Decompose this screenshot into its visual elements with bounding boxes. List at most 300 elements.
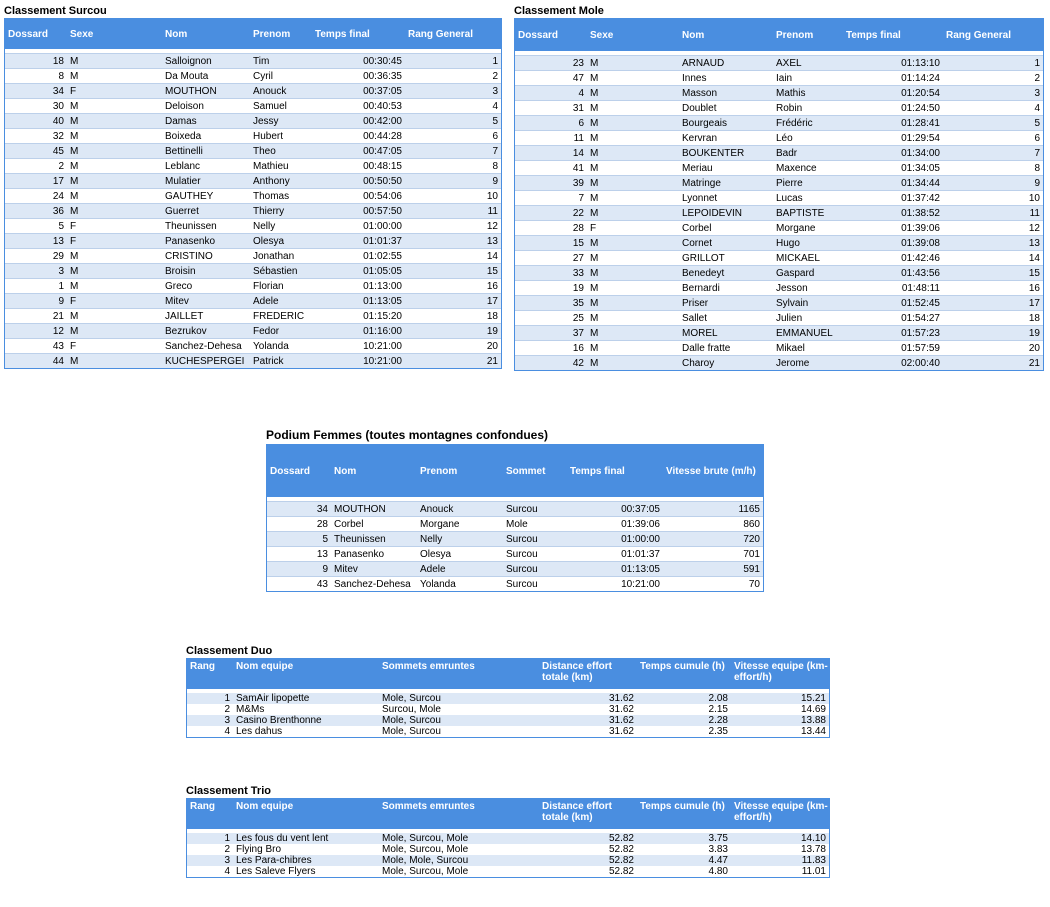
cell-sexe: M xyxy=(67,354,162,369)
table-row xyxy=(5,294,501,309)
cell-temps-final: 10:21:00 xyxy=(567,577,663,592)
cell-temps-final: 01:57:59 xyxy=(843,341,943,356)
surcou-title: Classement Surcou xyxy=(4,5,107,17)
cell-sexe: M xyxy=(587,326,679,341)
header-sexe: Sexe xyxy=(67,19,162,49)
table-row xyxy=(515,296,1043,311)
table-row xyxy=(515,101,1043,116)
cell-temps-final: 00:54:06 xyxy=(312,189,405,204)
cell-sexe: M xyxy=(587,251,679,266)
cell-sexe: M xyxy=(67,189,162,204)
cell-temps-final: 00:37:05 xyxy=(312,84,405,99)
podium-table-body xyxy=(267,497,763,591)
cell-rang: 4 xyxy=(943,101,1043,116)
cell-temps-final: 01:29:54 xyxy=(843,131,943,146)
cell-vitesse: 11.83 xyxy=(731,855,829,866)
cell-rang: 13 xyxy=(943,236,1043,251)
table-row xyxy=(5,309,501,324)
header-rang-general: Rang General xyxy=(943,19,1043,51)
cell-vitesse: 720 xyxy=(663,532,763,547)
header-temps-final: Temps final xyxy=(567,445,663,497)
cell-nom: Bettinelli xyxy=(162,144,250,159)
header-nom: Nom xyxy=(679,19,773,51)
cell-rang: 6 xyxy=(405,129,501,144)
cell-prenom: Frédéric xyxy=(773,116,843,131)
table-row xyxy=(267,577,763,592)
cell-sommets: Mole, Surcou, Mole xyxy=(379,833,539,844)
cell-rang: 11 xyxy=(405,204,501,219)
cell-prenom: Iain xyxy=(773,71,843,86)
cell-nom: Dalle fratte xyxy=(679,341,773,356)
cell-dossard: 9 xyxy=(267,562,331,577)
cell-temps-final: 02:00:40 xyxy=(843,356,943,371)
cell-prenom: Jerome xyxy=(773,356,843,371)
cell-nom: Leblanc xyxy=(162,159,250,174)
cell-sommets: Mole, Surcou xyxy=(379,715,539,726)
podium-table xyxy=(267,445,763,591)
cell-rang: 21 xyxy=(943,356,1043,371)
cell-temps-cumule: 2.28 xyxy=(637,715,731,726)
cell-rang: 1 xyxy=(943,56,1043,71)
header-dossard: Dossard xyxy=(5,19,67,49)
cell-temps-final: 01:05:05 xyxy=(312,264,405,279)
cell-dossard: 37 xyxy=(515,326,587,341)
cell-rang: 10 xyxy=(943,191,1043,206)
cell-dossard: 43 xyxy=(5,339,67,354)
header-prenom: Prenom xyxy=(773,19,843,51)
surcou-section xyxy=(4,4,502,369)
cell-sexe: M xyxy=(67,159,162,174)
trio-title: Classement Trio xyxy=(186,785,271,797)
cell-dossard: 34 xyxy=(267,502,331,517)
cell-dossard: 30 xyxy=(5,99,67,114)
cell-sexe: M xyxy=(67,309,162,324)
cell-nom: Broisin xyxy=(162,264,250,279)
cell-prenom: Tim xyxy=(250,54,312,69)
table-row xyxy=(515,266,1043,281)
header-distance: Distance effort totale (km) xyxy=(539,659,637,689)
cell-nom: Greco xyxy=(162,279,250,294)
cell-prenom: Morgane xyxy=(417,517,503,532)
cell-prenom: EMMANUEL xyxy=(773,326,843,341)
cell-temps-final: 01:01:37 xyxy=(312,234,405,249)
cell-rang: 3 xyxy=(405,84,501,99)
cell-prenom: Hubert xyxy=(250,129,312,144)
cell-rang: 8 xyxy=(405,159,501,174)
cell-temps-final: 01:38:52 xyxy=(843,206,943,221)
cell-nom: Doublet xyxy=(679,101,773,116)
cell-sommets: Surcou, Mole xyxy=(379,704,539,715)
header-nom-equipe: Nom equipe xyxy=(233,659,379,689)
cell-rang: 17 xyxy=(943,296,1043,311)
cell-vitesse: 14.10 xyxy=(731,833,829,844)
table-row xyxy=(5,324,501,339)
cell-prenom: MICKAEL xyxy=(773,251,843,266)
cell-rang: 16 xyxy=(405,279,501,294)
cell-rang: 19 xyxy=(943,326,1043,341)
cell-sexe: M xyxy=(587,311,679,326)
cell-prenom: Anouck xyxy=(417,502,503,517)
cell-prenom: Léo xyxy=(773,131,843,146)
cell-nom-equipe: Les dahus xyxy=(233,726,379,737)
cell-dossard: 16 xyxy=(515,341,587,356)
cell-dossard: 27 xyxy=(515,251,587,266)
cell-temps-final: 01:13:00 xyxy=(312,279,405,294)
cell-sommet: Surcou xyxy=(503,547,567,562)
cell-sexe: M xyxy=(587,131,679,146)
cell-dossard: 25 xyxy=(515,311,587,326)
cell-rang: 15 xyxy=(943,266,1043,281)
cell-prenom: Gaspard xyxy=(773,266,843,281)
table-row xyxy=(5,174,501,189)
header-temps-final: Temps final xyxy=(312,19,405,49)
cell-prenom: Morgane xyxy=(773,221,843,236)
cell-rang: 2 xyxy=(943,71,1043,86)
header-nom: Nom xyxy=(331,445,417,497)
cell-prenom: Cyril xyxy=(250,69,312,84)
cell-temps-final: 10:21:00 xyxy=(312,339,405,354)
cell-prenom: Lucas xyxy=(773,191,843,206)
cell-dossard: 28 xyxy=(515,221,587,236)
table-row xyxy=(187,704,829,715)
cell-nom-equipe: Les fous du vent lent xyxy=(233,833,379,844)
table-row xyxy=(515,161,1043,176)
cell-temps-final: 01:52:45 xyxy=(843,296,943,311)
cell-temps-final: 01:48:11 xyxy=(843,281,943,296)
cell-sexe: M xyxy=(587,266,679,281)
cell-prenom: AXEL xyxy=(773,56,843,71)
cell-rang: 5 xyxy=(405,114,501,129)
table-row xyxy=(267,547,763,562)
cell-rang: 1 xyxy=(187,833,233,844)
duo-table-frame xyxy=(186,658,830,738)
cell-nom: Theunissen xyxy=(162,219,250,234)
cell-nom: Innes xyxy=(679,71,773,86)
cell-dossard: 1 xyxy=(5,279,67,294)
cell-sexe: M xyxy=(587,56,679,71)
cell-temps-cumule: 3.75 xyxy=(637,833,731,844)
cell-dossard: 36 xyxy=(5,204,67,219)
table-row xyxy=(5,354,501,369)
cell-sexe: M xyxy=(587,356,679,371)
mole-section xyxy=(514,4,1044,371)
cell-nom: MOREL xyxy=(679,326,773,341)
cell-nom-equipe: Les Saleve Flyers xyxy=(233,866,379,877)
table-row xyxy=(5,114,501,129)
cell-temps-final: 00:50:50 xyxy=(312,174,405,189)
cell-temps-final: 01:02:55 xyxy=(312,249,405,264)
table-row xyxy=(5,99,501,114)
header-temps-cumule: Temps cumule (h) xyxy=(637,659,731,689)
cell-dossard: 22 xyxy=(515,206,587,221)
cell-nom: Damas xyxy=(162,114,250,129)
cell-rang: 17 xyxy=(405,294,501,309)
cell-temps-final: 01:34:05 xyxy=(843,161,943,176)
cell-rang: 9 xyxy=(943,176,1043,191)
cell-prenom: Nelly xyxy=(250,219,312,234)
cell-sommets: Mole, Surcou xyxy=(379,726,539,737)
cell-dossard: 33 xyxy=(515,266,587,281)
cell-rang: 13 xyxy=(405,234,501,249)
table-row xyxy=(515,191,1043,206)
table-row xyxy=(5,54,501,69)
cell-temps-final: 01:42:46 xyxy=(843,251,943,266)
cell-nom: Boixeda xyxy=(162,129,250,144)
cell-sexe: M xyxy=(587,116,679,131)
cell-sexe: F xyxy=(587,221,679,236)
cell-nom: Bourgeais xyxy=(679,116,773,131)
cell-dossard: 44 xyxy=(5,354,67,369)
cell-prenom: Adele xyxy=(250,294,312,309)
cell-dossard: 24 xyxy=(5,189,67,204)
cell-sommets: Mole, Surcou xyxy=(379,693,539,704)
cell-sommets: Mole, Mole, Surcou xyxy=(379,855,539,866)
cell-nom: Theunissen xyxy=(331,532,417,547)
table-row xyxy=(515,311,1043,326)
cell-nom: Cornet xyxy=(679,236,773,251)
cell-rang: 1 xyxy=(405,54,501,69)
cell-nom: Mitev xyxy=(162,294,250,309)
header-dossard: Dossard xyxy=(267,445,331,497)
table-row xyxy=(267,562,763,577)
cell-prenom: FREDERIC xyxy=(250,309,312,324)
header-vitesse-brute: Vitesse brute (m/h) xyxy=(663,445,763,497)
cell-vitesse: 14.69 xyxy=(731,704,829,715)
cell-temps-final: 01:13:05 xyxy=(312,294,405,309)
cell-dossard: 13 xyxy=(5,234,67,249)
cell-rang: 10 xyxy=(405,189,501,204)
header-temps-cumule: Temps cumule (h) xyxy=(637,799,731,829)
table-row xyxy=(515,356,1043,371)
cell-rang: 12 xyxy=(405,219,501,234)
cell-sexe: M xyxy=(67,69,162,84)
cell-nom: Salloignon xyxy=(162,54,250,69)
cell-temps-final: 01:01:37 xyxy=(567,547,663,562)
cell-nom: KUCHESPERGEI xyxy=(162,354,250,369)
cell-rang: 19 xyxy=(405,324,501,339)
cell-rang: 7 xyxy=(943,146,1043,161)
header-sommets: Sommets emruntes xyxy=(379,799,539,829)
cell-temps-final: 01:16:00 xyxy=(312,324,405,339)
cell-dossard: 5 xyxy=(5,219,67,234)
cell-distance: 31.62 xyxy=(539,715,637,726)
cell-sexe: F xyxy=(67,234,162,249)
table-row xyxy=(515,71,1043,86)
table-row xyxy=(187,866,829,877)
cell-rang: 8 xyxy=(943,161,1043,176)
cell-dossard: 5 xyxy=(267,532,331,547)
cell-prenom: Robin xyxy=(773,101,843,116)
cell-prenom: Yolanda xyxy=(250,339,312,354)
cell-temps-final: 00:30:45 xyxy=(312,54,405,69)
cell-sommet: Surcou xyxy=(503,502,567,517)
header-nom: Nom xyxy=(162,19,250,49)
cell-nom: Da Mouta xyxy=(162,69,250,84)
cell-dossard: 14 xyxy=(515,146,587,161)
cell-temps-cumule: 3.83 xyxy=(637,844,731,855)
cell-nom: Bezrukov xyxy=(162,324,250,339)
cell-temps-final: 01:14:24 xyxy=(843,71,943,86)
cell-rang: 3 xyxy=(943,86,1043,101)
cell-sommet: Mole xyxy=(503,517,567,532)
cell-temps-final: 01:37:42 xyxy=(843,191,943,206)
header-sommet: Sommet xyxy=(503,445,567,497)
cell-sexe: M xyxy=(67,174,162,189)
cell-vitesse: 1165 xyxy=(663,502,763,517)
cell-sexe: M xyxy=(67,264,162,279)
table-row xyxy=(187,715,829,726)
table-row xyxy=(5,129,501,144)
cell-nom: Sanchez-Dehesa xyxy=(331,577,417,592)
cell-dossard: 41 xyxy=(515,161,587,176)
cell-nom: Mitev xyxy=(331,562,417,577)
cell-rang: 18 xyxy=(405,309,501,324)
cell-sexe: M xyxy=(587,296,679,311)
cell-rang: 4 xyxy=(187,726,233,737)
cell-sommet: Surcou xyxy=(503,532,567,547)
cell-temps-final: 00:40:53 xyxy=(312,99,405,114)
mole-title: Classement Mole xyxy=(514,5,604,17)
mole-table-body xyxy=(515,51,1043,370)
cell-vitesse: 591 xyxy=(663,562,763,577)
cell-rang: 18 xyxy=(943,311,1043,326)
cell-rang: 20 xyxy=(943,341,1043,356)
cell-sexe: M xyxy=(587,146,679,161)
cell-temps-final: 00:57:50 xyxy=(312,204,405,219)
table-row xyxy=(187,844,829,855)
cell-prenom: Nelly xyxy=(417,532,503,547)
cell-dossard: 28 xyxy=(267,517,331,532)
cell-nom: Sanchez-Dehesa xyxy=(162,339,250,354)
cell-sexe: F xyxy=(67,294,162,309)
cell-rang: 4 xyxy=(187,866,233,877)
cell-nom: Matringe xyxy=(679,176,773,191)
surcou-table-body xyxy=(5,49,501,368)
table-row xyxy=(515,56,1043,71)
table-row xyxy=(187,833,829,844)
cell-sexe: M xyxy=(587,281,679,296)
cell-dossard: 23 xyxy=(515,56,587,71)
podium-title: Podium Femmes (toutes montagnes confondues) xyxy=(266,428,549,442)
cell-prenom: Anthony xyxy=(250,174,312,189)
cell-sexe: M xyxy=(67,249,162,264)
cell-dossard: 3 xyxy=(5,264,67,279)
table-row xyxy=(267,517,763,532)
table-row xyxy=(515,131,1043,146)
cell-rang: 14 xyxy=(405,249,501,264)
cell-temps-final: 01:15:20 xyxy=(312,309,405,324)
cell-nom: LEPOIDEVIN xyxy=(679,206,773,221)
table-row xyxy=(515,221,1043,236)
cell-prenom: Maxence xyxy=(773,161,843,176)
table-row xyxy=(5,279,501,294)
table-row xyxy=(515,146,1043,161)
cell-dossard: 19 xyxy=(515,281,587,296)
table-row xyxy=(515,251,1043,266)
cell-temps-final: 00:36:35 xyxy=(312,69,405,84)
cell-prenom: Thierry xyxy=(250,204,312,219)
cell-temps-final: 01:20:54 xyxy=(843,86,943,101)
cell-sexe: M xyxy=(587,161,679,176)
cell-prenom: Theo xyxy=(250,144,312,159)
table-row xyxy=(5,144,501,159)
cell-sexe: M xyxy=(587,191,679,206)
cell-temps-final: 01:34:00 xyxy=(843,146,943,161)
cell-rang: 3 xyxy=(187,855,233,866)
cell-prenom: Sébastien xyxy=(250,264,312,279)
cell-nom: Corbel xyxy=(331,517,417,532)
cell-temps-final: 01:43:56 xyxy=(843,266,943,281)
table-row xyxy=(5,249,501,264)
cell-distance: 31.62 xyxy=(539,704,637,715)
duo-section xyxy=(186,644,830,738)
cell-nom: GAUTHEY xyxy=(162,189,250,204)
cell-temps-final: 01:54:27 xyxy=(843,311,943,326)
cell-distance: 52.82 xyxy=(539,855,637,866)
podium-section xyxy=(266,428,764,592)
cell-dossard: 47 xyxy=(515,71,587,86)
duo-table-body xyxy=(187,689,829,737)
cell-rang: 1 xyxy=(187,693,233,704)
cell-prenom: Pierre xyxy=(773,176,843,191)
cell-sexe: M xyxy=(587,71,679,86)
cell-dossard: 11 xyxy=(515,131,587,146)
table-row xyxy=(187,855,829,866)
header-prenom: Prenom xyxy=(417,445,503,497)
trio-section xyxy=(186,784,830,878)
cell-prenom: Florian xyxy=(250,279,312,294)
cell-dossard: 4 xyxy=(515,86,587,101)
cell-rang: 11 xyxy=(943,206,1043,221)
cell-temps-final: 00:37:05 xyxy=(567,502,663,517)
table-row xyxy=(187,693,829,704)
cell-rang: 2 xyxy=(187,844,233,855)
cell-prenom: Patrick xyxy=(250,354,312,369)
cell-prenom: Anouck xyxy=(250,84,312,99)
cell-rang: 20 xyxy=(405,339,501,354)
cell-temps-final: 01:39:08 xyxy=(843,236,943,251)
surcou-table-frame xyxy=(4,18,502,369)
table-row xyxy=(5,84,501,99)
cell-prenom: Mikael xyxy=(773,341,843,356)
cell-temps-final: 00:48:15 xyxy=(312,159,405,174)
cell-distance: 52.82 xyxy=(539,844,637,855)
cell-sexe: F xyxy=(67,219,162,234)
cell-distance: 31.62 xyxy=(539,693,637,704)
cell-temps-cumule: 4.47 xyxy=(637,855,731,866)
cell-nom-equipe: M&Ms xyxy=(233,704,379,715)
cell-nom-equipe: Les Para-chibres xyxy=(233,855,379,866)
cell-temps-cumule: 2.35 xyxy=(637,726,731,737)
cell-sexe: F xyxy=(67,339,162,354)
cell-dossard: 29 xyxy=(5,249,67,264)
table-row xyxy=(515,116,1043,131)
mole-table-frame xyxy=(514,18,1044,371)
table-row xyxy=(5,339,501,354)
cell-temps-final: 01:13:10 xyxy=(843,56,943,71)
cell-nom: Guerret xyxy=(162,204,250,219)
cell-nom: Mulatier xyxy=(162,174,250,189)
cell-nom: Masson xyxy=(679,86,773,101)
cell-temps-final: 01:00:00 xyxy=(312,219,405,234)
cell-distance: 31.62 xyxy=(539,726,637,737)
cell-sexe: M xyxy=(587,341,679,356)
table-row xyxy=(187,726,829,737)
cell-temps-final: 01:39:06 xyxy=(567,517,663,532)
cell-vitesse: 15.21 xyxy=(731,693,829,704)
cell-sexe: M xyxy=(587,86,679,101)
table-row xyxy=(515,326,1043,341)
